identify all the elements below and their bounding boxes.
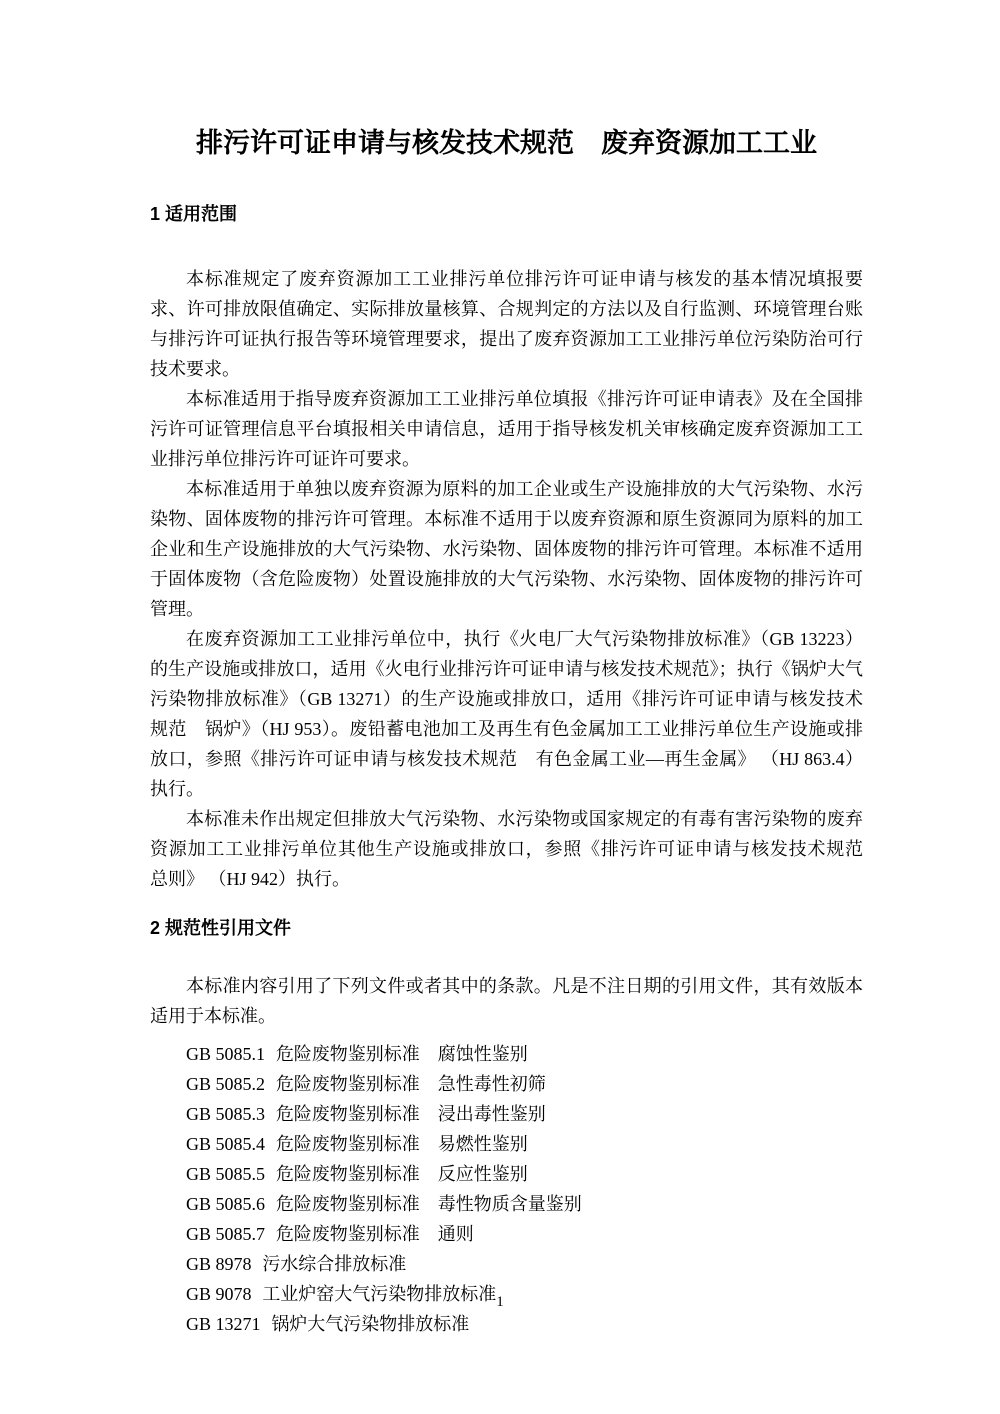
paragraph-scope-2: 本标准适用于指导废弃资源加工工业排污单位填报《排污许可证申请表》及在全国排污许可证管理信息平台填报相关申请信息，适用于指导核发机关审核确定废弃资源加工工业排污单位排污许可证许可要求。 (150, 389, 863, 469)
reference-code: GB 5085.6 (186, 1194, 266, 1214)
reference-item (186, 1069, 863, 1099)
reference-item (186, 1039, 863, 1069)
reference-item (186, 1099, 863, 1129)
reference-name: 危险废物鉴别标准 通则 (275, 1224, 474, 1244)
page-number: 1 (496, 1294, 504, 1310)
reference-code: GB 5085.4 (186, 1134, 266, 1154)
reference-name: 危险废物鉴别标准 反应性鉴别 (275, 1164, 528, 1184)
paragraph-scope-1: 本标准规定了废弃资源加工工业排污单位排污许可证申请与核发的基本情况填报要求、许可排放限值确定、实际排放量核算、合规判定的方法以及自行监测、环境管理台账与排污许可证执行报告等环境管理要求，提出了废弃资源加工工业排污单位污染防治可行技术要求。 (150, 269, 863, 379)
reference-name: 危险废物鉴别标准 腐蚀性鉴别 (275, 1044, 528, 1064)
reference-code: GB 5085.3 (186, 1104, 266, 1124)
paragraph-references-intro: 本标准内容引用了下列文件或者其中的条款。凡是不注日期的引用文件，其有效版本适用于本标准。 (150, 976, 863, 1026)
reference-name: 工业炉窑大气污染物排放标准 (262, 1284, 497, 1304)
reference-code: GB 5085.2 (186, 1074, 266, 1094)
reference-name: 危险废物鉴别标准 易燃性鉴别 (275, 1134, 528, 1154)
reference-code: GB 5085.7 (186, 1224, 266, 1244)
reference-name: 危险废物鉴别标准 急性毒性初筛 (275, 1074, 546, 1094)
reference-item (186, 1219, 863, 1249)
reference-code: GB 13271 (186, 1314, 261, 1334)
paragraph-scope-3: 本标准适用于单独以废弃资源为原料的加工企业或生产设施排放的大气污染物、水污染物、固体废物的排污许可管理。本标准不适用于以废弃资源和原生资源同为原料的加工企业和生产设施排放的大气污染物、水污染物、固体废物的排污许可管理。本标准不适用于固体废物（含危险废物）处置设施排放的大气污染物、水污染物、固体废物的排污许可管理。 (150, 479, 863, 619)
reference-code: GB 5085.5 (186, 1164, 266, 1184)
reference-code: GB 8978 (186, 1254, 252, 1274)
paragraph-scope-4: 在废弃资源加工工业排污单位中，执行《火电厂大气污染物排放标准》（GB 13223）的生产设施或排放口，适用《火电行业排污许可证申请与核发技术规范》；执行《锅炉大气污染物排放标准》（GB 13271）的生产设施或排放口，适用《排污许可证申请与核发技术规范 锅炉》（HJ 953）。废铅蓄电池加工及再生有色金属加工工业排污单位生产设施或排放口，参照《排污许可证申请与核发技术规范 有色金属工业—再生金属》 （HJ 863.4）执行。 (150, 629, 863, 799)
reference-item (186, 1159, 863, 1189)
reference-name: 污水综合排放标准 (262, 1254, 407, 1274)
reference-item (186, 1189, 863, 1219)
document-title: 排污许可证申请与核发技术规范 废弃资源加工工业 (196, 128, 817, 158)
reference-name: 锅炉大气污染物排放标准 (271, 1314, 470, 1334)
reference-item (186, 1249, 863, 1279)
reference-name: 危险废物鉴别标准 浸出毒性鉴别 (275, 1104, 546, 1124)
section-heading-scope: 1 适用范围 (150, 204, 238, 224)
reference-name: 危险废物鉴别标准 毒性物质含量鉴别 (275, 1194, 582, 1214)
reference-code: GB 5085.1 (186, 1044, 266, 1064)
reference-item (186, 1309, 863, 1339)
reference-item (186, 1129, 863, 1159)
paragraph-scope-5: 本标准未作出规定但排放大气污染物、水污染物或国家规定的有毒有害污染物的废弃资源加工工业排污单位其他生产设施或排放口，参照《排污许可证申请与核发技术规范 总则》 （HJ 942）执行。 (150, 809, 881, 889)
section-heading-references: 2 规范性引用文件 (150, 918, 292, 938)
document-content (150, 0, 881, 1339)
reference-code: GB 9078 (186, 1284, 252, 1304)
